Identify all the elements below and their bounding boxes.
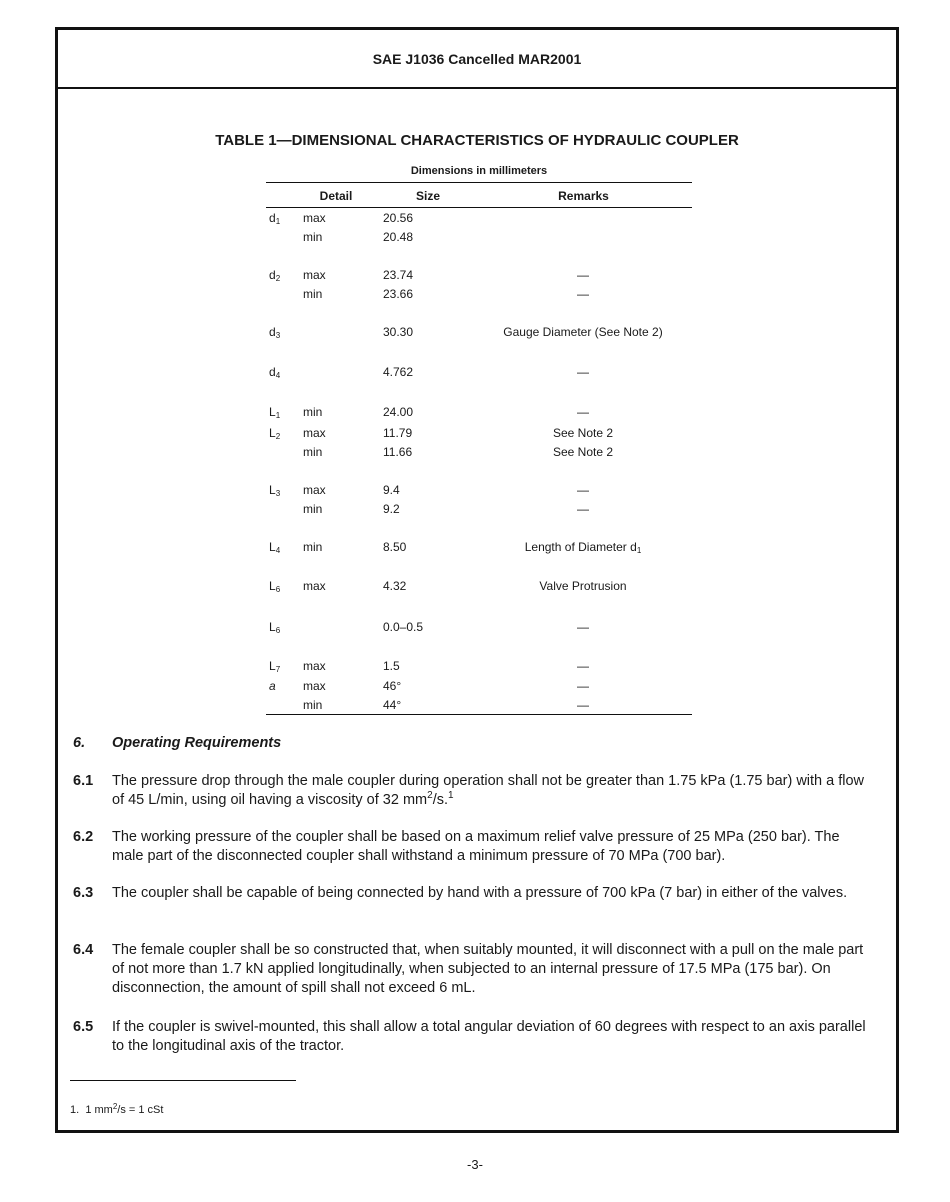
table-row bbox=[266, 482, 692, 498]
table-row bbox=[266, 678, 692, 694]
paragraph-number: 6.5 bbox=[73, 1019, 94, 1035]
table-title: TABLE 1—DIMENSIONAL CHARACTERISTICS OF HYDRAULIC COUPLER bbox=[215, 132, 739, 149]
paragraph-6-4 bbox=[73, 941, 870, 998]
row-limit: min bbox=[303, 698, 323, 712]
row-size: 44° bbox=[383, 698, 402, 712]
row-remarks: Length of Diameter $d_1$ bbox=[524, 540, 642, 555]
paragraph-text: If the coupler is swivel-mounted, this shall allow a total angular deviation of 60 degrees with respect to an axis parallel to the longitudinal axis of the tractor. bbox=[112, 1019, 866, 1054]
row-remarks: — bbox=[577, 287, 589, 301]
table-row bbox=[266, 619, 692, 635]
col-header-detail: Detail bbox=[319, 189, 353, 203]
row-symbol: $L_7$ bbox=[269, 659, 281, 674]
table-header-rule bbox=[266, 207, 692, 208]
row-remarks: — bbox=[577, 698, 589, 712]
row-remarks: — bbox=[577, 502, 589, 516]
row-limit: max bbox=[303, 426, 326, 440]
row-symbol: $d_4$ bbox=[269, 365, 281, 380]
table-row bbox=[266, 229, 692, 245]
table-row bbox=[266, 501, 692, 517]
row-remarks: See Note 2 bbox=[552, 445, 614, 459]
paragraph-text: The working pressure of the coupler shall be based on a maximum relief valve pressure of 25 MPa (250 bar). The male part of the disconnected coupler shall withstand a minimum pressure of 70 MPa (700 bar). bbox=[112, 829, 840, 864]
row-symbol: $d_2$ bbox=[269, 268, 281, 283]
row-size: 23.74 bbox=[383, 268, 414, 282]
table-row bbox=[266, 404, 692, 420]
paragraph-text: The pressure drop through the male coupler during operation shall not be greater than 1.75 kPa (1.75 bar) with a flow of 45 L/min, using oil having a viscosity of 32 $mm^2/s.^1$ bbox=[112, 773, 865, 808]
row-size: 20.48 bbox=[383, 230, 414, 244]
row-remarks: — bbox=[577, 620, 589, 634]
row-size: 30.30 bbox=[383, 325, 414, 339]
row-remarks: — bbox=[577, 365, 589, 379]
footnote: 1. 1 $mm^2/s = 1$ cSt bbox=[70, 1102, 164, 1116]
row-size: 1.5 bbox=[383, 659, 400, 673]
row-size: 8.50 bbox=[383, 540, 407, 554]
dimensions-table bbox=[266, 182, 692, 716]
row-remarks: Valve Protrusion bbox=[539, 579, 627, 593]
row-size: 24.00 bbox=[383, 405, 414, 419]
row-remarks: Gauge Diameter (See Note 2) bbox=[503, 325, 663, 339]
row-size: 4.32 bbox=[383, 579, 407, 593]
row-size: 20.56 bbox=[383, 211, 414, 225]
table-bottom-rule bbox=[266, 714, 692, 715]
table-row bbox=[266, 267, 692, 283]
document-header bbox=[58, 30, 896, 89]
paragraph-text: The coupler shall be capable of being connected by hand with a pressure of 700 kPa (7 bar) in either of the valves. bbox=[112, 885, 848, 901]
units-note: Dimensions in millimeters bbox=[410, 165, 548, 177]
row-symbol: $L_3$ bbox=[269, 483, 281, 498]
table-row bbox=[266, 658, 692, 674]
paragraph-6-1 bbox=[73, 772, 870, 810]
table-row bbox=[266, 364, 692, 380]
paragraph-text: The female coupler shall be so constructed that, when suitably mounted, it will disconnect with a pull on the male part of not more than 1.7 kN applied longitudinally, when subjected to an internal pressure of 17.5 MPa (175 bar). On disconnection, the amount of spill shall not exceed 6 mL. bbox=[112, 942, 864, 996]
paragraph-6-3 bbox=[73, 884, 870, 903]
row-remarks: — bbox=[577, 483, 589, 497]
paragraph-number: 6.1 bbox=[73, 773, 94, 789]
table-row bbox=[266, 425, 692, 441]
page-frame bbox=[55, 27, 899, 1133]
row-remarks: — bbox=[577, 659, 589, 673]
page-number: -3- bbox=[467, 1157, 483, 1172]
paragraph-6-2 bbox=[73, 828, 870, 866]
row-remarks: — bbox=[577, 268, 589, 282]
row-symbol: $d_3$ bbox=[269, 325, 281, 340]
table-row bbox=[266, 539, 692, 555]
section-number: 6. bbox=[73, 735, 86, 751]
row-limit: min bbox=[303, 405, 323, 419]
row-remarks: — bbox=[577, 405, 589, 419]
col-header-size: Size bbox=[415, 189, 440, 203]
paragraph-number: 6.4 bbox=[73, 942, 94, 958]
row-size: 11.79 bbox=[383, 426, 413, 440]
row-size: 46° bbox=[383, 679, 402, 693]
row-remarks: See Note 2 bbox=[552, 426, 614, 440]
row-limit: max bbox=[303, 268, 326, 282]
row-limit: min bbox=[303, 502, 323, 516]
footnote-rule bbox=[70, 1080, 296, 1081]
row-size: 9.4 bbox=[383, 483, 400, 497]
section-title: Operating Requirements bbox=[112, 735, 282, 751]
row-symbol: $L_6$ bbox=[269, 620, 281, 635]
table-row bbox=[266, 210, 692, 226]
table-row bbox=[266, 286, 692, 302]
table-row bbox=[266, 697, 692, 713]
row-limit: max bbox=[303, 679, 326, 693]
row-symbol: a bbox=[269, 679, 276, 693]
row-symbol: $L_1$ bbox=[269, 405, 281, 420]
row-remarks: — bbox=[577, 679, 589, 693]
table-row bbox=[266, 578, 692, 594]
row-symbol: $d_1$ bbox=[269, 211, 281, 226]
row-symbol: $L_2$ bbox=[269, 426, 281, 441]
paragraph-6-5 bbox=[73, 1018, 870, 1056]
row-size: 9.2 bbox=[383, 502, 400, 516]
row-limit: max bbox=[303, 579, 326, 593]
row-limit: max bbox=[303, 659, 326, 673]
col-header-remarks: Remarks bbox=[558, 189, 609, 203]
row-size: 11.66 bbox=[383, 445, 413, 459]
section-heading bbox=[73, 734, 870, 753]
row-symbol: $L_4$ bbox=[269, 540, 281, 555]
row-size: 4.762 bbox=[383, 365, 414, 379]
row-limit: min bbox=[303, 287, 323, 301]
row-limit: min bbox=[303, 540, 323, 554]
table-row bbox=[266, 444, 692, 460]
row-size: 0.0–0.5 bbox=[383, 620, 424, 634]
header-title: SAE J1036 Cancelled MAR2001 bbox=[372, 50, 582, 67]
table-row bbox=[266, 324, 692, 340]
row-size: 23.66 bbox=[383, 287, 414, 301]
row-symbol: $L_6$ bbox=[269, 579, 281, 594]
row-limit: max bbox=[303, 211, 326, 225]
row-limit: min bbox=[303, 230, 323, 244]
row-limit: min bbox=[303, 445, 323, 459]
paragraph-number: 6.2 bbox=[73, 829, 94, 845]
row-limit: max bbox=[303, 483, 326, 497]
paragraph-number: 6.3 bbox=[73, 885, 94, 901]
table-top-rule bbox=[266, 182, 692, 183]
